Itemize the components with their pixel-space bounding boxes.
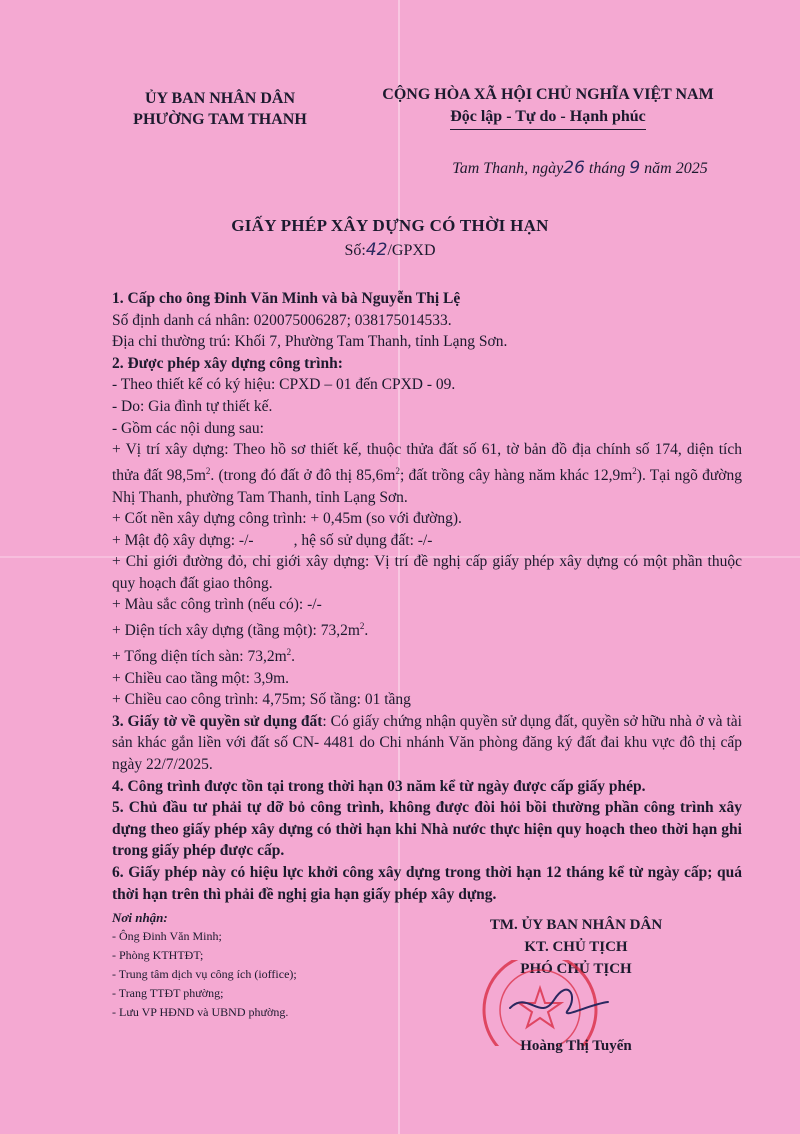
signature-line-2: KT. CHỦ TỊCH xyxy=(524,939,628,955)
signer-name: Hoàng Thị Tuyến xyxy=(520,1038,632,1054)
date-year: năm 2025 xyxy=(640,160,708,177)
recipient-item: - Trung tâm dịch vụ công ích (ioffice); xyxy=(112,967,297,981)
number-prefix: Số: xyxy=(344,242,366,259)
personal-id-line: Số định danh cá nhân: 020075006287; 038175014533. xyxy=(112,311,452,329)
signature-line-1: TM. ỦY BAN NHÂN DÂN xyxy=(489,917,663,933)
section-3-heading: 3. Giấy tờ về quyền sử dụng đất xyxy=(112,712,323,730)
recipients-heading: Nơi nhận: xyxy=(112,910,168,925)
contents-label: - Gồm các nội dung sau: xyxy=(112,419,264,437)
authority-line-2: PHƯỜNG TAM THANH xyxy=(133,111,307,128)
recipient-item: - Trang TTĐT phường; xyxy=(112,986,224,1000)
signature-line-3: PHÓ CHỦ TỊCH xyxy=(520,961,632,977)
document-number xyxy=(140,240,640,260)
recipient-item: - Lưu VP HĐND và UBND phường. xyxy=(112,1005,289,1019)
foundation-line: + Cốt nền xây dựng công trình: + 0,45m (so với đường). xyxy=(112,510,462,528)
date-month: 9 xyxy=(629,158,641,178)
section-2-heading: 2. Được phép xây dựng công trình: xyxy=(112,354,343,372)
issuing-authority xyxy=(100,88,340,130)
section-4: 4. Công trình được tồn tại trong thời hạn 03 năm kể từ ngày được cấp giấy phép. xyxy=(112,777,646,795)
designer-line: - Do: Gia đình tự thiết kế. xyxy=(112,397,273,415)
national-motto: Độc lập - Tự do - Hạnh phúc xyxy=(450,106,646,130)
section-5: 5. Chủ đầu tư phải tự dỡ bỏ công trình, không được đòi hỏi bồi thường phần công trình xây dựng theo giấy phép xây dựng có thời hạn khi Nhà nước thực hiện quy hoạch theo thời hạn ghi trong giấy phép được cấp. xyxy=(112,799,742,860)
date-place: Tam Thanh, ngày xyxy=(452,160,564,177)
section-3 xyxy=(112,711,742,776)
date-month-label: tháng xyxy=(584,160,630,177)
national-header xyxy=(348,84,748,130)
address-line: Địa chỉ thường trú: Khối 7, Phường Tam Thanh, tỉnh Lạng Sơn. xyxy=(112,333,508,351)
design-code-line: - Theo thiết kế có ký hiệu: CPXD – 01 đến CPXD - 09. xyxy=(112,376,456,394)
location-paragraph: + Vị trí xây dựng: Theo hồ sơ thiết kế, thuộc thửa đất số 61, tờ bản đồ địa chính số 174, diện tích thửa đất $98,5m^2$. (trong đó đất ở đô thị $85,6m^2$; đất trồng cây hàng năm khác $12,9m^2$). Tại ngõ đường Nhị Thanh, phường Tam Thanh, tỉnh Lạng Sơn. xyxy=(112,441,742,506)
section-3-text: : Có giấy chứng nhận quyền sử dụng đất, quyền sở hữu nhà ở và tài sản khác gắn liền với đất số CN- 4481 do Chi nhánh Văn phòng đăng ký đất đai khu vực đô thị cấp ngày 22/7/2025. xyxy=(112,712,742,773)
first-floor-height-line: + Chiều cao tầng một: 3,9m. xyxy=(112,669,290,687)
date-day: 26 xyxy=(563,158,585,178)
density-line: + Mật độ xây dựng: -/- , hệ số sử dụng đất: -/- xyxy=(112,531,433,549)
recipients-block xyxy=(112,908,392,1022)
color-line: + Màu sắc công trình (nếu có): -/- xyxy=(112,596,322,614)
document-title: GIẤY PHÉP XÂY DỰNG CÓ THỜI HẠN xyxy=(231,216,549,235)
setback-line: + Chỉ giới đường đỏ, chỉ giới xây dựng: Vị trí đề nghị cấp giấy phép xây dựng có một phần thuộc quy hoạch đất giao thông. xyxy=(112,553,742,592)
recipient-item: - Ông Đinh Văn Minh; xyxy=(112,929,222,943)
official-stamp-and-signature xyxy=(470,960,620,1046)
document-body xyxy=(112,288,742,905)
build-area-line: + Diện tích xây dựng (tầng một): $73,2m^2$. xyxy=(112,621,369,640)
building-height-line: + Chiều cao công trình: 4,75m; Số tầng: 01 tầng xyxy=(112,691,411,709)
authority-line-1: ỦY BAN NHÂN DÂN xyxy=(144,90,296,107)
number-suffix: /GPXD xyxy=(387,242,436,259)
section-1-heading: 1. Cấp cho ông Đinh Văn Minh và bà Nguyễn Thị Lệ xyxy=(112,290,461,307)
recipient-item: - Phòng KTHTĐT; xyxy=(112,948,204,962)
country-name: CỘNG HÒA XÃ HỘI CHỦ NGHĨA VIỆT NAM xyxy=(382,86,714,103)
section-6: 6. Giấy phép này có hiệu lực khởi công xây dựng trong thời hạn 12 tháng kể từ ngày cấp; quá thời hạn trên thì phải đề nghị gia hạn giấy phép xây dựng. xyxy=(112,863,742,903)
number-value: 42 xyxy=(365,240,388,260)
issue-date xyxy=(420,158,740,178)
floor-area-line: + Tổng diện tích sàn: $73,2m^2$. xyxy=(112,646,296,665)
